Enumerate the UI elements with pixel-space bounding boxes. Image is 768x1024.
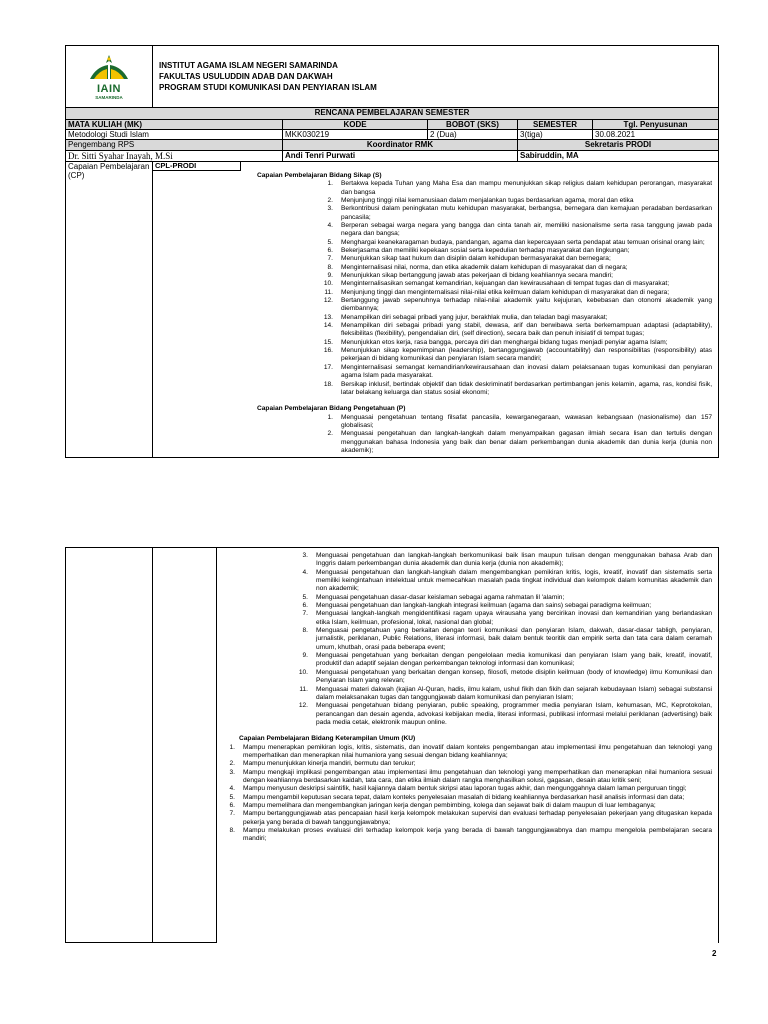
item-text: Mampu memelihara dan mengembangkan jaringan kerja dengan pembimbing, kolega dan sejawat baik di dalam maupun di luar lembaganya; xyxy=(243,801,656,809)
cp-list-page2 xyxy=(217,548,719,943)
item-number: 3. xyxy=(327,205,333,213)
item-number: 5. xyxy=(229,793,235,801)
list-item xyxy=(157,381,712,398)
item-text: Menguasai materi dakwah (kajian Al-Quran, hadis, ilmu kalam, ushul fikih dan fikih dan sejarah kebudayaan Islam) sebagai substansi dalam melaksanakan tugas dan tanggungjawab dalam komunikasi dan penyiaran Islam; xyxy=(316,685,712,701)
sikap-list xyxy=(157,180,712,397)
item-text: Menjunjung tinggi nilai kemanusiaan dalam menjalankan tugas berdasarkan agama, moral dan etika xyxy=(341,196,634,204)
list-item xyxy=(157,247,712,255)
rps-table-page-2 xyxy=(65,547,719,943)
item-text: Menjunjung tinggi dan menginternalisasi nilai-nilai etika keilmuan dalam kehidupan di masyarakat dan di negara; xyxy=(341,288,670,296)
list-item xyxy=(221,569,712,594)
list-item xyxy=(157,297,712,314)
item-number: 2. xyxy=(327,196,333,204)
header-semester: SEMESTER xyxy=(518,120,593,130)
value-kode: MKK030219 xyxy=(283,130,428,140)
faculty-name: FAKULTAS USULUDDIN ADAB DAN DAKWAH xyxy=(159,71,333,81)
item-number: 1. xyxy=(229,743,235,751)
page-number: 2 xyxy=(712,949,717,958)
item-number: 6. xyxy=(229,801,235,809)
item-number: 3. xyxy=(229,768,235,776)
list-item xyxy=(157,347,712,364)
item-text: Menguasai pengetahuan dan langkah-langkah dalam mengembangkan pemikiran kritis, logis, kreatif, inovatif dan sistematis serta memiliki keingintahuan intelektual untuk memecahkan masalah pada tingkat individual dan kelompok dalam komunitas akademik dan non akademik; xyxy=(316,568,712,593)
item-text: Bekerjasama dan memiliki kepekaan sosial serta kepedulian terhadap masyarakat dan lingkungan; xyxy=(341,247,630,254)
item-number: 11. xyxy=(299,685,308,693)
item-text: Menguasai pengetahuan dasar-dasar keislaman sebagai agama rahmatan lil 'alamin; xyxy=(316,593,565,601)
sikap-title: Capaian Pembelajaran Bidang Sikap (S) xyxy=(257,171,382,179)
list-item xyxy=(157,289,712,297)
item-number: 2. xyxy=(327,430,333,438)
cp-label: Capaian Pembelajaran (CP) xyxy=(66,161,153,457)
cp-content-cell xyxy=(153,161,719,457)
item-number: 4. xyxy=(302,568,308,576)
item-text: Mampu menunjukkan kinerja mandiri, bermutu dan terukur; xyxy=(243,760,416,768)
program-name: PROGRAM STUDI KOMUNIKASI DAN PENYIARAN ISLAM xyxy=(159,83,377,93)
item-number: 11. xyxy=(324,288,333,296)
list-item xyxy=(157,255,712,263)
list-item xyxy=(157,314,712,322)
value-bobot: 2 (Dua) xyxy=(428,130,518,140)
list-item xyxy=(221,785,712,793)
item-text: Mampu mengkaji implikasi pengembangan atau implementasi ilmu pengetahuan dan teknologi yang memperhatikan dan menerapkan nilai humaniora sesuai dengan keahliannya berdasarkan kaidah, tata cara, dan etika ilmiah dalam rangka menghasilkan solusi, gagasan, desain atau kritik seni; xyxy=(243,768,712,784)
list-item xyxy=(221,652,712,669)
item-text: Mampu melakukan proses evaluasi diri terhadap kelompok kerja yang berada di bawah tanggungjawabnya dan mampu mengelola pembelajaran secara mandiri; xyxy=(243,827,712,843)
item-number: 9. xyxy=(327,272,333,280)
list-item xyxy=(221,760,712,768)
item-text: Menguasai pengetahuan yang berkaitan dengan teori komunikasi dan penyiaran Islam, dakwah, dasar-dasar tabligh, penyiaran, jurnalistik, periklanan, Public Relations, literasi informasi, baik dalam bentuk teoritik dan empirik serta dan tata cara dalam ceramah umum, khutbah, orasi pada beberapa event; xyxy=(316,627,712,651)
list-item xyxy=(221,769,712,786)
list-item xyxy=(221,669,712,686)
list-item xyxy=(221,702,712,727)
institution-name: INSTITUT AGAMA ISLAM NEGERI SAMARINDA xyxy=(159,60,338,70)
header-tgl-penyusunan: Tgl. Penyusunan xyxy=(593,120,719,130)
list-item xyxy=(221,686,712,703)
logo-subtext: SAMARINDA xyxy=(95,95,123,101)
item-text: Mampu bertanggungjawab atas pencapaian hasil kerja kelompok melakukan supervisi dan evaluasi terhadap penyelesaian pekerjaan yang ditugaskan kepada pekerja yang berada di bawah tanggungjawabnya; xyxy=(243,810,712,826)
item-number: 15. xyxy=(323,338,333,346)
item-text: Bertakwa kepada Tuhan yang Maha Esa dan mampu menunjukkan sikap religius dalam kehidupan perorangan, masyarakat dan bangsa xyxy=(341,180,713,196)
value-mata-kuliah: Metodologi Studi Islam xyxy=(66,130,283,140)
item-number: 10. xyxy=(323,280,333,288)
list-item xyxy=(221,794,712,802)
item-text: Menginternalisasi nilai, norma, dan etika akademik dalam kehidupan di masyarakat dan di negara; xyxy=(341,263,628,271)
item-number: 7. xyxy=(229,810,235,818)
item-text: Menguasai pengetahuan dan langkah-langkah dalam menyampaikan gagasan ilmiah secara lisan dan tertulis dengan menggunakan bahasa Indonesia yang baik dan benar dalam perkembangan dunia akademik dan dunia kerja (dunia non akademik); xyxy=(341,430,713,454)
item-number: 5. xyxy=(327,238,333,246)
iain-logo xyxy=(68,53,150,101)
rps-title: RENCANA PEMBELAJARAN SEMESTER xyxy=(66,108,719,120)
list-item xyxy=(221,594,712,602)
item-text: Bertanggung jawab sepenuhnya terhadap nilai-nilai akademik yaitu kejujuran, kebebasan dan otonomi akademik yang diembannya; xyxy=(341,297,713,313)
list-item xyxy=(221,552,712,569)
item-text: Bersikap inklusif, bertindak objektif dan tidak deskriminatif berdasarkan pertimbangan jenis kelamin, agama, ras, kondisi fisik, latar belakang keluarga dan status sosial ekonomi; xyxy=(341,380,713,396)
ku-title: Capaian Pembelajaran Bidang Keterampilan Umum (KU) xyxy=(239,735,416,743)
item-number: 12. xyxy=(323,297,333,305)
list-item xyxy=(221,810,712,827)
pengembang-name: Dr. Sitti Syahar Inayah, M.Si xyxy=(66,150,283,161)
logo-text: IAIN xyxy=(97,82,121,95)
item-number: 7. xyxy=(302,610,308,618)
item-number: 6. xyxy=(302,602,308,610)
item-text: Menghargai keanekaragaman budaya, pandangan, agama dan kepercayaan serta pendapat atau temuan orisinal orang lain; xyxy=(341,238,705,246)
item-number: 9. xyxy=(302,652,308,660)
list-item xyxy=(221,610,712,627)
item-text: Menguasai pengetahuan yang berkaitan dengan pengelolaan media komunikasi dan penyiaran Islam yang baik, kreatif, inovatif, produktif dan adaptif sejalan dengan perkembangan teknologi informasi dan komunikasi; xyxy=(316,652,712,668)
header-kode: KODE xyxy=(283,120,428,130)
value-tgl-penyusunan: 30.08.2021 xyxy=(593,130,719,140)
pengetahuan-title: Capaian Pembelajaran Bidang Pengetahuan (P) xyxy=(257,405,406,413)
list-item xyxy=(221,744,712,761)
item-text: Mampu menyusun deskripsi saintifik, hasil kajiannya dalam bentuk skripsi atau laporan tugas akhir, dan mengunggahnya dalam laman perguruan tinggi; xyxy=(243,785,687,793)
value-semester: 3(tiga) xyxy=(518,130,593,140)
item-text: Menunjukkan sikap taat hukum dan disiplin dalam kehidupan bermasyarakat dan bernegara; xyxy=(341,255,611,263)
institution-header xyxy=(153,46,719,108)
list-item xyxy=(157,339,712,347)
list-item xyxy=(157,322,712,339)
item-number: 13. xyxy=(323,313,333,321)
pengetahuan-list-part1 xyxy=(157,414,712,456)
pengetahuan-list-part2 xyxy=(221,552,712,727)
item-text: Menguasai pengetahuan tentang filsafat pancasila, kewarganegaraan, wawasan kebangsaan (nasionalisme) dan 157 globalisasi; xyxy=(341,413,713,429)
koordinator-rmk-label: Koordinator RMK xyxy=(283,140,518,150)
rps-table-page-1 xyxy=(65,45,719,458)
list-item xyxy=(157,430,712,455)
item-number: 8. xyxy=(327,263,333,271)
ku-list xyxy=(221,744,712,844)
item-text: Menguasai pengetahuan yang berkaitan dengan konsep, filosofi, metode disiplin keilmuan (body of knowledge) ilmu Komunikasi dan Penyiaran Islam yang relevan; xyxy=(316,668,712,685)
item-number: 6. xyxy=(327,247,333,254)
item-text: Mampu mengambil keputusan secara tepat, dalam konteks penyelesaian masalah di bidang keahliannya berdasarkan hasil analisis informasi dan data; xyxy=(243,793,685,801)
item-text: Menunjukkan sikap kepemimpinan (leadership), bertanggungjawab (accountability) dan responsibilitas (responsibility) atas pekerjaan di bidang komunikasi dan penyiaran Islam secara mandiri; xyxy=(341,347,713,363)
blank-col-1 xyxy=(66,548,153,943)
list-item xyxy=(157,364,712,381)
list-item xyxy=(221,627,712,652)
item-number: 7. xyxy=(327,255,333,263)
item-text: Menguasai pengetahuan dan langkah-langkah integrasi keilmuan (agama dan sains) sebagai paradigma keilmuan; xyxy=(316,602,652,610)
item-number: 5. xyxy=(302,593,308,601)
item-text: Menguasai langkah-langkah mengidentifikasi ragam upaya wirausaha yang bercirikan inovasi dan kemandirian yang berlandaskan etika Islam, keilmuan, profesional, lokal, nasional dan global; xyxy=(316,610,712,626)
pengembang-rps-label: Pengembang RPS xyxy=(66,140,283,150)
list-item xyxy=(157,272,712,280)
item-number: 17. xyxy=(323,363,333,371)
list-item xyxy=(221,802,712,810)
sekretaris-prodi-label: Sekretaris PRODI xyxy=(518,140,719,150)
item-number: 8. xyxy=(302,627,308,635)
item-number: 4. xyxy=(327,221,333,229)
list-item xyxy=(157,205,712,222)
item-number: 12. xyxy=(298,702,308,710)
item-text: Menginternalisasikan semangat kemandirian, kejuangan dan kewirausahaan di tempat tugas dan di masyarakat; xyxy=(341,280,670,288)
item-text: Menguasai pengetahuan dan langkah-langkah berkomunikasi baik lisan maupun tulisan dengan menggunakan bahasa Arab dan Inggris dalam perkembangan dunia akademik dan dunia kerja (dunia non akademik); xyxy=(316,552,712,568)
item-text: Menampilkan diri sebagai pribadi yang jujur, berakhlak mulia, dan teladan bagi masyarakat; xyxy=(341,313,608,321)
list-item xyxy=(157,180,712,197)
sekretaris-name: Sabiruddin, MA xyxy=(518,150,719,161)
list-item xyxy=(221,827,712,844)
iain-emblem-icon xyxy=(86,53,132,83)
list-item xyxy=(157,239,712,247)
list-item xyxy=(157,264,712,272)
item-number: 2. xyxy=(229,760,235,768)
header-mata-kuliah: MATA KULIAH (MK) xyxy=(66,120,283,130)
list-item xyxy=(157,222,712,239)
item-text: Menginternalisasi semangat kemandirian/kewirausahaan dan inovasi dalam pelaksanaan tugas komunikasi dan penyiaran agama Islam pada masyarakat. xyxy=(341,363,713,380)
item-number: 1. xyxy=(327,180,333,188)
item-text: Menunjukkan etos kerja, rasa bangga, percaya diri dan menghargai bidang tugas menjadi penyiar agama Islam; xyxy=(341,338,668,346)
item-number: 18. xyxy=(323,380,333,388)
cp-list-page1 xyxy=(153,171,718,457)
list-item xyxy=(157,197,712,205)
item-text: Menunjukkan sikap bertanggung jawab atas pekerjaan di bidang keahliannya secara mandiri; xyxy=(341,272,613,280)
header-bobot: BOBOT (SKS) xyxy=(428,120,518,130)
item-number: 8. xyxy=(229,827,235,834)
item-text: Menguasai pengetahuan bidang penyiaran, public speaking, programmer media penyiaran Islam, kehumasan, MC, Keprotokolan, perancangan dan desain agenda, advokasi kebijakan media, literasi informasi, publikasi informasi melalui periklanan (advertising) baik pada media cetak, elektronik maupun online. xyxy=(316,702,712,726)
item-text: Berperan sebagai warga negara yang bangga dan cinta tanah air, memiliki nasionalisme serta rasa tanggung jawab pada negara dan bangsa; xyxy=(341,221,713,238)
item-text: Berkontribusi dalam peningkatan mutu kehidupan masyarakat, berbangsa, bernegara dan kemajuan peradaban berdasarkan pancasila; xyxy=(341,205,713,221)
list-item xyxy=(157,414,712,431)
item-text: Mampu menerapkan pemikiran logis, kritis, sistematis, dan inovatif dalam konteks pengembangan atau implementasi ilmu pengetahuan dan teknologi yang memperhatikan dan menerapkan nilai humaniora yang sesuai dengan bidang keahliannya; xyxy=(243,743,712,759)
item-number: 4. xyxy=(229,785,235,793)
item-text: Menampilkan diri sebagai pribadi yang stabil, dewasa, arif dan berwibawa serta berkemampuan adaptasi (adaptability), fleksibilitas (flexibility), pengendalian diri, (self direction), secara baik dan penuh inisiatif di tempat tugas; xyxy=(341,322,713,338)
blank-col-2 xyxy=(153,548,217,943)
logo-cell xyxy=(66,46,153,108)
item-number: 3. xyxy=(302,552,308,559)
item-number: 16. xyxy=(323,347,333,355)
item-number: 1. xyxy=(327,413,333,421)
list-item xyxy=(221,602,712,610)
cpl-prodi-label: CPL-PRODI xyxy=(153,162,241,171)
item-number: 14. xyxy=(323,322,333,330)
item-number: 10. xyxy=(298,668,308,676)
list-item xyxy=(157,280,712,288)
koordinator-name: Andi Tenri Purwati xyxy=(283,150,518,161)
